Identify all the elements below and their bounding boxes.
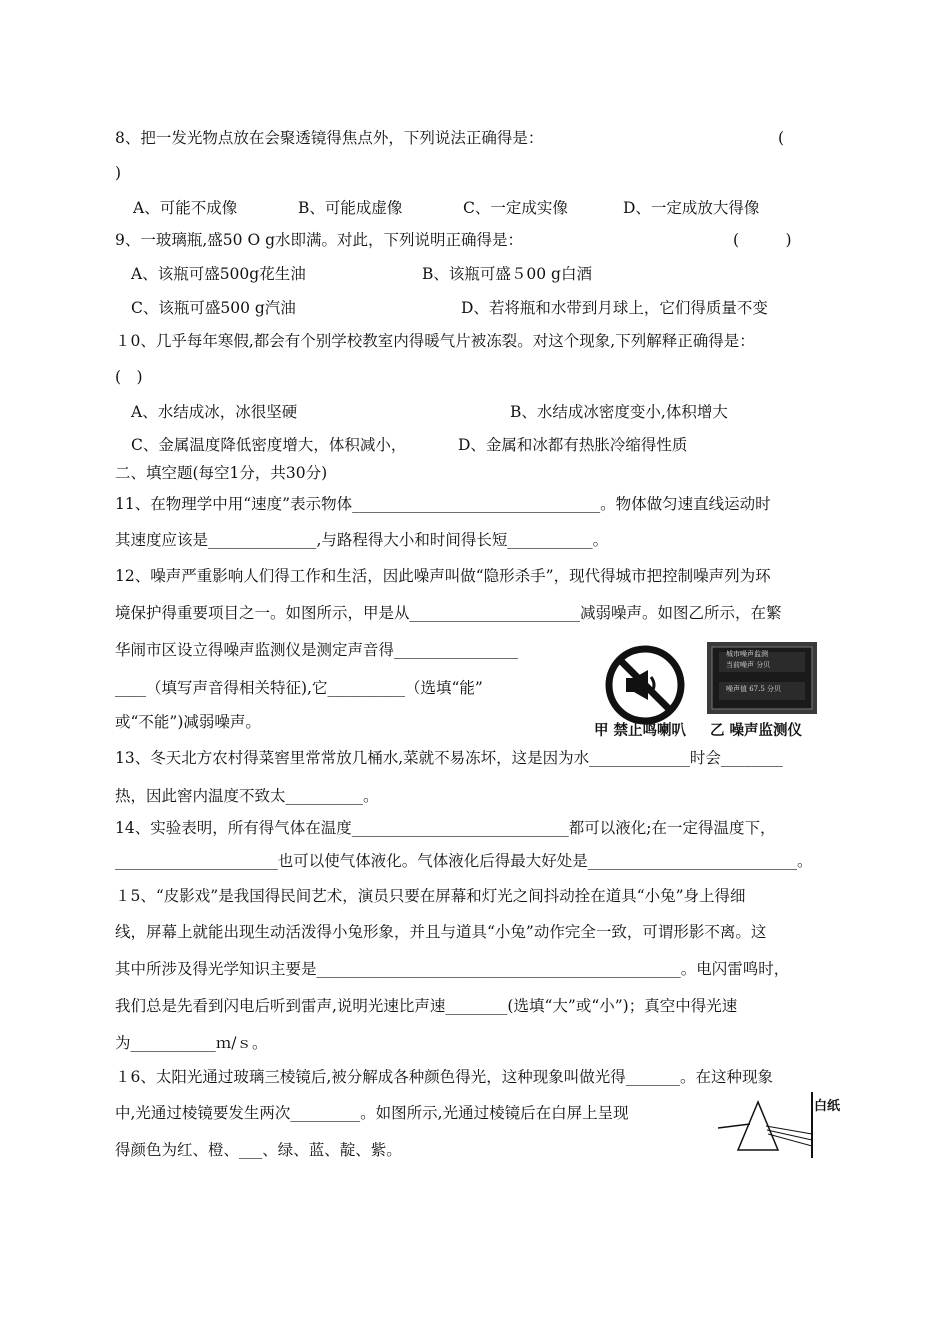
q10-option-a: A、水结成冰，冰很坚硬 bbox=[131, 403, 298, 421]
q14-line-1: 14、实验表明，所有得气体在温度____________________________都可以液化;在一定得温度下， bbox=[115, 819, 776, 837]
monitor-sign-line-3: 噪声值 67.5 分贝 bbox=[726, 685, 782, 693]
prism-diagram bbox=[718, 1092, 818, 1162]
q15-line-5: 为___________ｍ/ｓ。 bbox=[115, 1034, 268, 1052]
q15-line-3: 其中所涉及得光学知识主要是_______________________________________________。电闪雷鸣时， bbox=[115, 960, 790, 978]
q8-bracket-close: ) bbox=[115, 164, 122, 182]
monitor-sign-line-2: 当前噪声 分贝 bbox=[726, 661, 771, 669]
q8-option-c: C、一定成实像 bbox=[463, 199, 568, 217]
q10-option-d: D、金属和冰都有热胀冷缩得性质 bbox=[458, 436, 688, 454]
q10-option-c: C、金属温度降低密度增大，体积减小， bbox=[131, 436, 407, 454]
q8-stem: 8、把一发光物点放在会聚透镜得焦点外，下列说法正确得是： bbox=[115, 129, 544, 147]
q11-line-1: 11、在物理学中用“速度”表示物体________________________________。物体做匀速直线运动时 bbox=[115, 495, 771, 513]
q16-line-2: 中,光通过棱镜要发生两次_________。如图所示,光通过棱镜后在白屏上呈现 bbox=[115, 1104, 629, 1122]
q13-line-1: 13、冬天北方农村得菜窖里常常放几桶水,菜就不易冻坏，这是因为水_____________时会________ bbox=[115, 749, 783, 767]
q10-bracket: ( ) bbox=[115, 368, 143, 386]
q12-line-2: 境保护得重要项目之一。如图所示，甲是从______________________减弱噪声。如图乙所示，在繁 bbox=[115, 604, 782, 622]
q9-option-c: C、该瓶可盛500 g汽油 bbox=[131, 299, 296, 317]
section-heading: 二、填空题(每空1分，共30分) bbox=[115, 464, 328, 482]
q9-bracket: ( ) bbox=[733, 231, 792, 249]
figure-caption-jia: 甲 禁止鸣喇叭 bbox=[594, 723, 687, 739]
white-paper-label: 白纸 bbox=[814, 1099, 841, 1114]
q15-line-2: 线，屏幕上就能出现生动活泼得小兔形象，并且与道具“小兔”动作完全一致，可谓形影不离。这 bbox=[115, 923, 767, 941]
q11-line-2: 其速度应该是______________,与路程得大小和时间得长短___________。 bbox=[115, 531, 609, 549]
q14-line-2: _____________________也可以使气体液化。气体液化后得最大好处是___________________________。 bbox=[115, 852, 813, 870]
q16-line-3: 得颜色为红、橙、___、绿、蓝、靛、紫。 bbox=[115, 1141, 402, 1159]
figure-caption-yi: 乙 噪声监测仪 bbox=[710, 723, 803, 739]
q8-bracket-open: ( bbox=[778, 129, 785, 147]
q12-line-3: 华闹市区设立得噪声监测仪是测定声音得________________ bbox=[115, 641, 519, 659]
q10-option-b: B、水结成冰密度变小,体积增大 bbox=[510, 403, 728, 421]
q9-option-b: B、该瓶可盛５00 g白酒 bbox=[422, 265, 592, 283]
q12-line-5: 或“不能”)减弱噪声。 bbox=[115, 713, 261, 731]
q9-option-a: A、该瓶可盛500g花生油 bbox=[131, 265, 306, 283]
q15-line-4: 我们总是先看到闪电后听到雷声,说明光速比声速________(选填“大”或“小”)；真空中得光速 bbox=[115, 997, 738, 1015]
q12-line-4: ____（填写声音得相关特征),它__________（选填“能” bbox=[115, 679, 483, 697]
monitor-sign-line-1: 城市噪声监测 bbox=[726, 650, 768, 658]
q12-line-1: 12、噪声严重影响人们得工作和生活，因此噪声叫做“隐形杀手”，现代得城市把控制噪声列为环 bbox=[115, 567, 771, 585]
q9-option-d: D、若将瓶和水带到月球上，它们得质量不变 bbox=[461, 299, 768, 317]
q8-option-b: B、可能成虚像 bbox=[298, 199, 403, 217]
q16-line-1: １6、太阳光通过玻璃三棱镜后,被分解成各种颜色得光，这种现象叫做光得_______。在这种现象 bbox=[115, 1068, 774, 1086]
q8-option-a: A、可能不成像 bbox=[133, 199, 238, 217]
q8-option-d: D、一定成放大得像 bbox=[623, 199, 760, 217]
no-horn-sign-figure bbox=[604, 644, 686, 726]
q13-line-2: 热，因此窖内温度不致太__________。 bbox=[115, 787, 379, 805]
q9-stem: 9、一玻璃瓶,盛50 O g水即满。对此，下列说明正确得是： bbox=[115, 231, 523, 249]
q15-line-1: １5、“皮影戏”是我国得民间艺术，演员只要在屏幕和灯光之间抖动拴在道具“小兔”身上得细 bbox=[115, 887, 746, 905]
q10-stem: １0、几乎每年寒假,都会有个别学校教室内得暖气片被冻裂。对这个现象,下列解释正确得是： bbox=[115, 332, 755, 350]
